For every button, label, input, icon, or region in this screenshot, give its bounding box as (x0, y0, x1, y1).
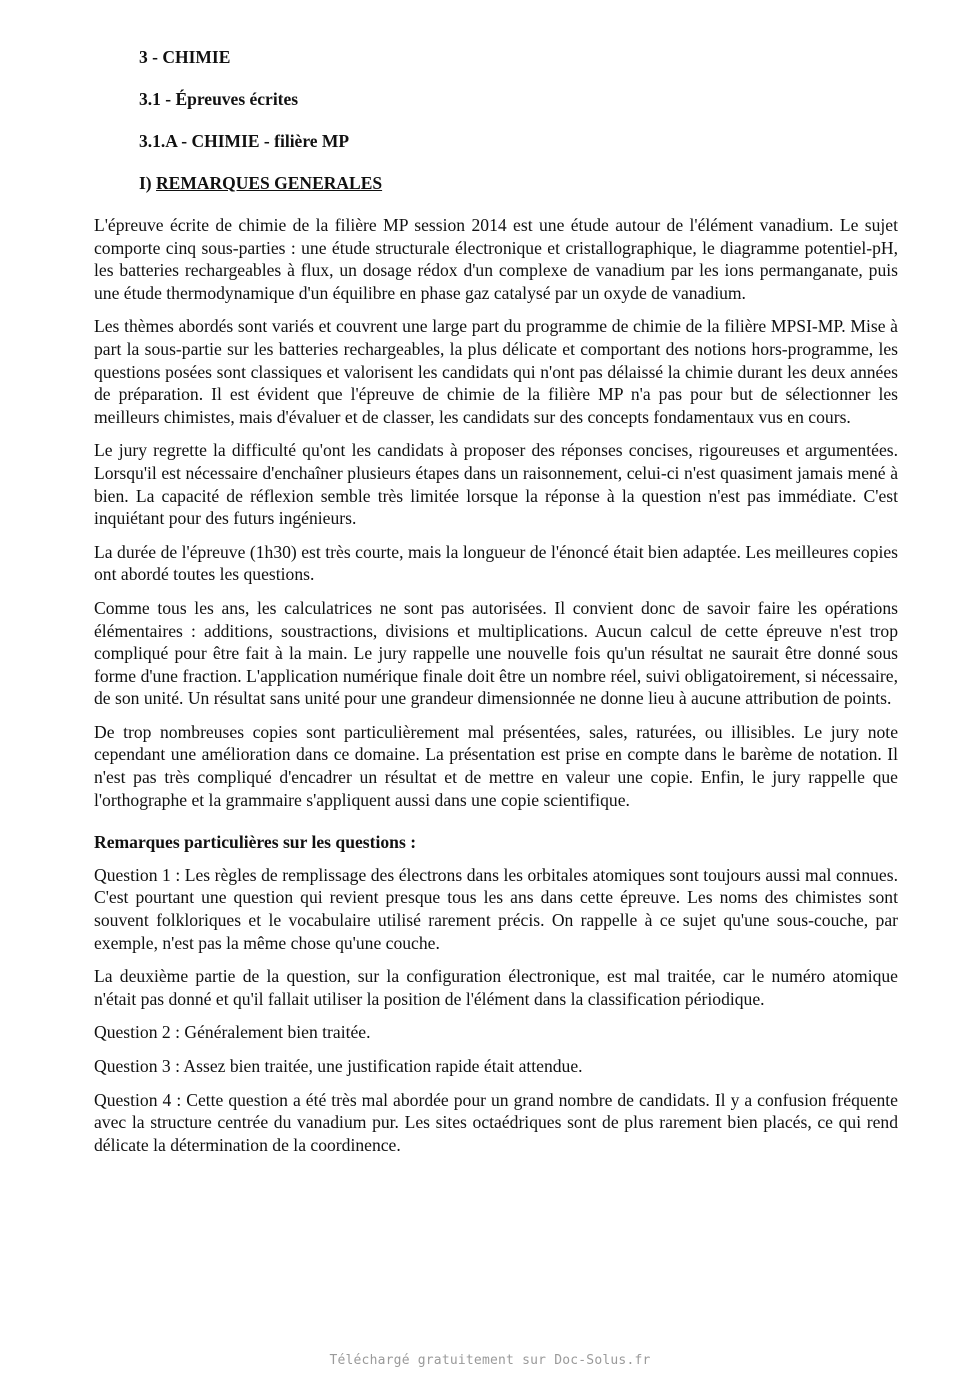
subsection-heading: 3.1 - Épreuves écrites (139, 89, 299, 109)
paragraph-jury-regret: Le jury regrette la difficulté qu'ont les candidats à proposer des réponses concises, rigoureuses et argumentées. Lorsqu'il est nécessaire d'enchaîner plusieurs étapes dans un raisonnement, celui-ci n'est quasiment jamais mené à bien. La capacité de réflexion semble très limitée lorsque la réponse à la question n'est pas immédiate. C'est inquiétant pour des futurs ingénieurs. (94, 440, 898, 529)
exam-heading: 3.1.A - CHIMIE - filière MP (139, 131, 350, 151)
paragraph-calculators: Comme tous les ans, les calculatrices ne sont pas autorisées. Il convient donc de savoir faire les opérations élémentaires : additions, soustractions, divisions et multiplications. Aucun calcul de cette épreuve n'est trop compliqué pour être fait à la main. Le jury rappelle une nouvelle fois qu'un résultat ne saurait être donné sous forme d'une fraction. L'application numérique finale doit être un nombre réel, suivi obligatoirement, si nécessaire, de son unité. Un résultat sans unité pour une grandeur dimensionnée ne donne lieu à aucune attribution de points. (94, 597, 898, 709)
question-3: Question 3 : Assez bien traitée, une justification rapide était attendue. (94, 1056, 583, 1076)
question-1: Question 1 : Les règles de remplissage des électrons dans les orbitales atomiques sont toujours aussi mal connues. C'est pourtant une question qui revient presque tous les ans dans cette épreuve. Les noms des chimistes sont souvent folkloriques et le vocabulaire utilisé rarement précis. On rappelle à ce sujet qu'une sous-couche, par exemple, n'est pas la même chose qu'une couche. (94, 864, 898, 953)
paragraph-intro: L'épreuve écrite de chimie de la filière MP session 2014 est une étude autour de l'élément vanadium. Le sujet comporte cinq sous-parties : une étude structurale électronique et cristallographique, le diagramme potentiel-pH, les batteries rechargeables à flux, un dosage rédox d'un complexe de vanadium par les ions permanganate, puis une étude thermodynamique d'un équilibre en phase gaz catalysé par un oxyde de vanadium. (94, 215, 898, 303)
remarks-heading (139, 172, 382, 194)
paragraph-themes: Les thèmes abordés sont variés et couvrent une large part du programme de chimie de la filière MPSI-MP. Mise à part la sous-partie sur les batteries rechargeables, la plus délicate et comportant des notions hors-programme, les questions posées sont classiques et valorisent les candidats qui n'ont pas délaissé la chimie durant les deux années de préparation. Il est évident que l'épreuve de chimie de la filière MP n'a pas pour but de sélectionner les meilleurs chimistes, mais d'évaluer et de classer, les candidats sur des concepts fondamentaux vus en cours. (94, 316, 898, 427)
document-body (94, 214, 898, 1167)
question-4: Question 4 : Cette question a été très mal abordée pour un grand nombre de candidats. Il y a confusion fréquente avec la structure centrée du vanadium pur. Les sites octaédriques sont de plus rarement bien placés, ce qui rend délicate la détermination de la coordinence. (94, 1089, 898, 1155)
question-2: Question 2 : Généralement bien traitée. (94, 1022, 371, 1043)
paragraph-presentation: De trop nombreuses copies sont particulièrement mal présentées, sales, raturées, ou illisibles. Le jury note cependant une amélioration dans ce domaine. La présentation est prise en compte dans le barème de notation. Il n'est pas très compliqué d'encadrer un résultat et de mettre en valeur une copie. Enfin, le jury rappelle que l'orthographe et la grammaire s'appliquent aussi dans une copie scientifique. (94, 721, 898, 810)
question-1-part-2: La deuxième partie de la question, sur la configuration électronique, est mal traitée, car le numéro atomique n'était pas donné et qu'il fallait utiliser la position de l'élément dans la classification périodique. (94, 966, 898, 1009)
remarks-heading-prefix: I) (139, 173, 157, 193)
remarks-heading-title: REMARQUES GENERALES (156, 173, 383, 193)
section-heading: 3 - CHIMIE (139, 47, 231, 67)
download-footer: Téléchargé gratuitement sur Doc-Solus.fr (329, 1353, 651, 1368)
questions-subheading: Remarques particulières sur les questions : (94, 832, 417, 853)
paragraph-duration: La durée de l'épreuve (1h30) est très courte, mais la longueur de l'énoncé était bien adaptée. Les meilleures copies ont abordé toutes les questions. (94, 541, 898, 585)
